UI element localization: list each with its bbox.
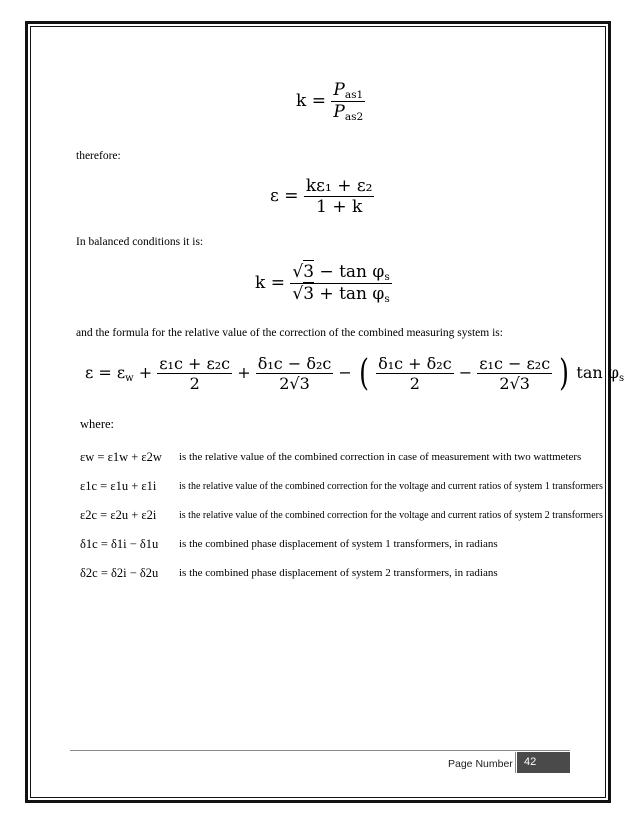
text-formula-intro: and the formula for the relative value of the correction of the combined measuring system is: <box>76 327 503 339</box>
formula-k-lhs: k = <box>296 91 326 112</box>
formula-combined: $\varepsilon = \varepsilon_w$ + $\frac{\text{ε₁c + ε₂c}}{2}$ + $\frac{\text{δ₁c − δ₂c}}{2√3}$ − ( $\frac{\text{δ₁c + δ₂c}}{2}$ − $\frac{\text{ε₁c − ε₂c}}{2√3}$ ) $\tan \varphi_s$ <box>85 353 625 394</box>
formula-k-ratio <box>296 80 365 123</box>
footer-separator <box>515 752 516 773</box>
text-therefore: therefore: <box>76 150 121 162</box>
text-balanced: In balanced conditions it is: <box>76 236 204 248</box>
footer-page-number: 42 <box>517 752 570 773</box>
definition-symbol: ε1c = ε1u + ε1i <box>80 479 157 493</box>
footer-rule <box>70 750 570 751</box>
formula-k-balanced: k = $\frac{√3 - \tan \varphi_s}{√3 + \tan \varphi_s}$ <box>255 262 390 306</box>
definition-symbol: δ1c = δ1i − δ1u <box>80 537 159 551</box>
where-label: where: <box>80 417 115 431</box>
definition-desc: is the combined phase displacement of system 1 transformers, in radians <box>179 538 498 550</box>
definition-desc: is the relative value of the combined correction for the voltage and current ratios of system 2 transformers <box>179 509 603 521</box>
definition-symbol: ε2c = ε2u + ε2i <box>80 508 157 522</box>
formula-epsilon: ε = $\frac{\text{kε₁ + ε₂}}{1 + k}$ <box>270 176 373 217</box>
page-border-inner <box>30 26 606 798</box>
definition-symbol: δ2c = δ2i − δ2u <box>80 566 159 580</box>
definition-desc: is the combined phase displacement of system 2 transformers, in radians <box>179 567 498 579</box>
definition-desc: is the relative value of the combined correction in case of measurement with two wattmeters <box>179 451 582 463</box>
formula-k-fraction: $\frac{P_{as1}}{P_{as2}}$ <box>333 80 364 124</box>
definition-symbol: εw = ε1w + ε2w <box>80 450 162 464</box>
footer-page-label: Page Number <box>448 758 513 770</box>
definition-desc: is the relative value of the combined correction for the voltage and current ratios of system 1 transformers <box>179 480 603 492</box>
